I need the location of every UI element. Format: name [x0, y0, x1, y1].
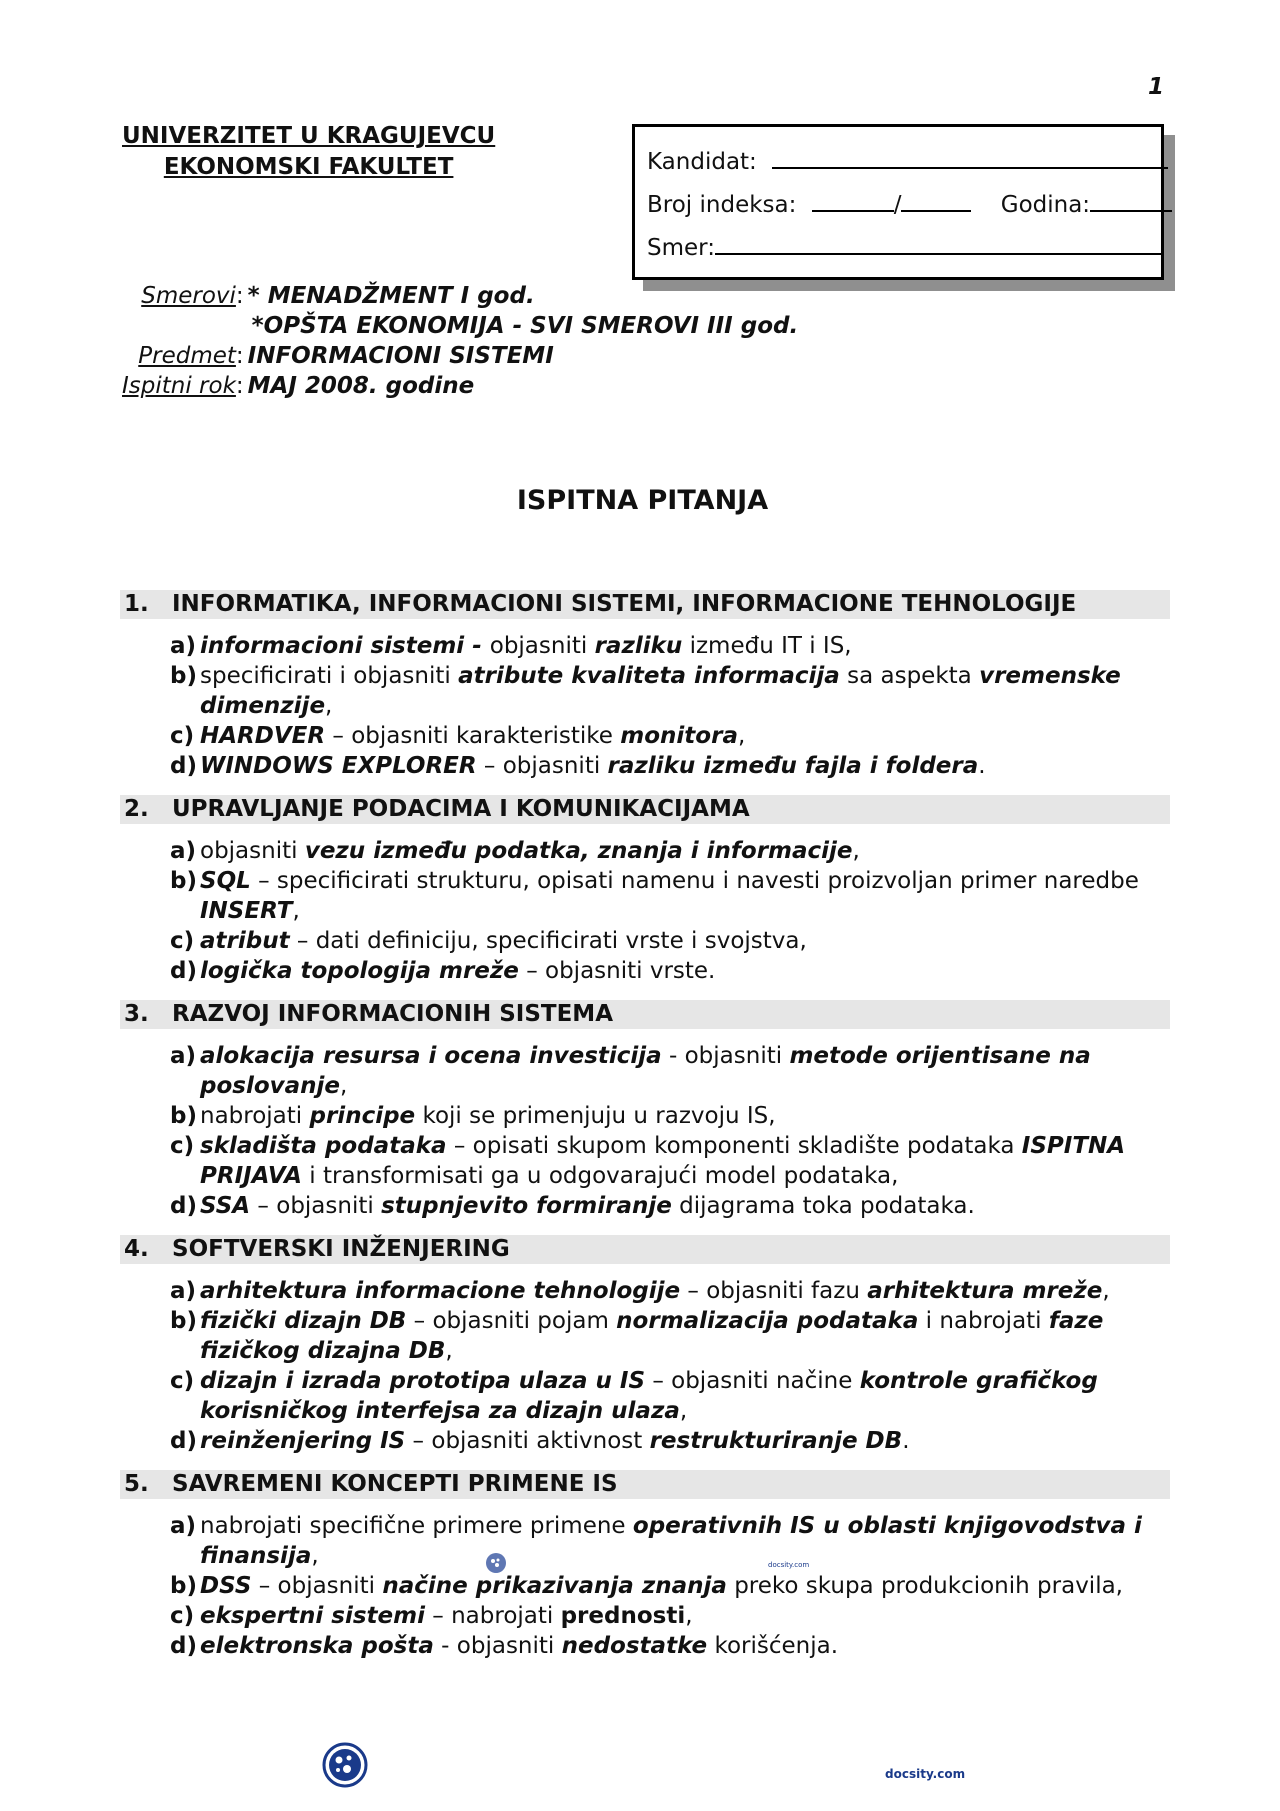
item-text: ,	[325, 693, 333, 719]
item-text: - objasniti	[433, 1633, 562, 1659]
item-letter: c)	[170, 928, 195, 954]
item-letter: c)	[170, 723, 195, 749]
item-text: .	[978, 753, 986, 779]
list-item	[120, 866, 1170, 926]
item-letter: d)	[170, 958, 197, 984]
item-text: ,	[685, 1603, 693, 1629]
item-letter: a)	[170, 838, 197, 864]
item-text: nabrojati specifične primere primene	[200, 1513, 633, 1539]
docsity-logo-icon	[322, 1742, 368, 1788]
docsity-watermark-icon	[484, 1551, 508, 1575]
index-label: Broj indeksa:	[647, 192, 797, 218]
item-letter: b)	[170, 1103, 197, 1129]
item-letter: d)	[170, 1633, 197, 1659]
item-emphasis: ISPITNA PRIJAVA	[200, 1133, 1126, 1189]
item-letter: c)	[170, 1133, 195, 1159]
colon: :	[235, 373, 244, 399]
item-emphasis: stupnjevito formiranje	[381, 1193, 672, 1219]
year-label: Godina:	[1000, 192, 1091, 218]
colon: :	[235, 283, 244, 309]
item-emphasis: INSERT	[200, 898, 293, 924]
page-number: 1	[1148, 74, 1165, 100]
smerovi-label: Smerovi	[141, 283, 236, 309]
item-emphasis: WINDOWS EXPLORER	[200, 753, 477, 779]
item-text: objasniti	[200, 838, 305, 864]
item-letter: b)	[170, 868, 197, 894]
index-separator: /	[893, 192, 902, 218]
item-text: i transformisati ga u odgovarajući model podataka,	[301, 1163, 899, 1189]
item-emphasis: vremenske dimenzije	[200, 663, 1121, 719]
item-emphasis: principe	[309, 1103, 416, 1129]
section-title: SAVREMENI KONCEPTI PRIMENE IS	[172, 1471, 618, 1497]
item-text: – opisati skupom komponenti skladište podataka	[446, 1133, 1022, 1159]
major-line	[647, 233, 1161, 276]
item-letter: d)	[170, 1428, 197, 1454]
item-letter: d)	[170, 1193, 197, 1219]
major-label: Smer:	[647, 235, 715, 261]
predmet-value: INFORMACIONI SISTEMI	[247, 343, 554, 369]
item-text: – objasniti fazu	[680, 1278, 868, 1304]
item-text: između IT i IS,	[682, 633, 852, 659]
section-header	[120, 795, 1170, 824]
section-title: UPRAVLJANJE PODACIMA I KOMUNIKACIJAMA	[172, 796, 750, 822]
list-item	[120, 1101, 1170, 1131]
list-item	[120, 1276, 1170, 1306]
list-item	[120, 631, 1170, 661]
section-title: RAZVOJ INFORMACIONIH SISTEMA	[172, 1001, 613, 1027]
list-item	[120, 1571, 1170, 1601]
item-text: ,	[1102, 1278, 1110, 1304]
section-header	[120, 1235, 1170, 1264]
item-emphasis: ekspertni sistemi	[200, 1603, 425, 1629]
item-letter: a)	[170, 1513, 197, 1539]
item-text: i nabrojati	[918, 1308, 1049, 1334]
item-emphasis: skladišta podataka	[200, 1133, 447, 1159]
list-item	[120, 1191, 1170, 1221]
item-text: ,	[679, 1398, 688, 1424]
item-text: nabrojati	[200, 1103, 310, 1129]
item-text: .	[902, 1428, 910, 1454]
item-text: koji se primenjuju u razvoju IS,	[415, 1103, 776, 1129]
candidate-line	[647, 147, 1161, 190]
item-text: ,	[852, 838, 860, 864]
item-emphasis: vezu između podatka, znanja i informacije	[304, 838, 853, 864]
list-item	[120, 926, 1170, 956]
item-emphasis: alokacija resursa i ocena investicija	[200, 1043, 662, 1069]
list-item	[120, 1041, 1170, 1101]
item-text: – objasniti	[251, 1573, 383, 1599]
item-text: sa aspekta	[839, 663, 980, 689]
question-sections	[120, 590, 1170, 1675]
item-text: – objasniti	[476, 753, 608, 779]
item-emphasis: normalizacija podataka	[616, 1308, 919, 1334]
item-emphasis: dizajn i izrada prototipa ulaza u IS	[200, 1368, 646, 1394]
item-emphasis: prednosti	[560, 1603, 686, 1629]
item-emphasis: faze fizičkog dizajna DB	[200, 1308, 1104, 1364]
item-letter: b)	[170, 1573, 197, 1599]
section-title: SOFTVERSKI INŽENJERING	[172, 1236, 510, 1262]
university-name: UNIVERZITET U KRAGUJEVCU	[122, 123, 496, 149]
predmet-label: Predmet	[138, 343, 236, 369]
item-emphasis: atribut	[200, 928, 290, 954]
item-emphasis: restrukturiranje DB	[649, 1428, 903, 1454]
docsity-watermark: docsity.com	[885, 1767, 966, 1781]
item-emphasis: SSA	[200, 1193, 251, 1219]
item-text: specificirati i objasniti	[200, 663, 459, 689]
major-blank	[715, 233, 1161, 255]
list-item	[120, 836, 1170, 866]
item-letter: c)	[170, 1368, 195, 1394]
item-emphasis: monitora	[620, 723, 738, 749]
section-header	[120, 1000, 1170, 1029]
list-item	[120, 1366, 1170, 1426]
item-text: – objasniti	[250, 1193, 382, 1219]
section-title: INFORMATIKA, INFORMACIONI SISTEMI, INFORMACIONE TEHNOLOGIJE	[172, 591, 1077, 617]
section-header	[120, 590, 1170, 619]
document-title: ISPITNA PITANJA	[516, 485, 769, 516]
section-header	[120, 1470, 1170, 1499]
item-emphasis: reinženjering IS	[200, 1428, 406, 1454]
item-text: korišćenja.	[707, 1633, 839, 1659]
section-number: 2.	[124, 796, 149, 822]
item-emphasis: nedostatke	[561, 1633, 708, 1659]
item-emphasis: razliku	[594, 633, 683, 659]
item-text: – objasniti vrste.	[518, 958, 716, 984]
question-list	[120, 1511, 1170, 1661]
exam-meta	[122, 283, 798, 403]
question-list	[120, 836, 1170, 986]
year-blank	[1090, 190, 1172, 212]
item-letter: a)	[170, 633, 197, 659]
item-text: ,	[445, 1338, 453, 1364]
section-number: 3.	[124, 1001, 149, 1027]
item-text: ,	[292, 898, 300, 924]
question-list	[120, 1276, 1170, 1456]
rok-value: MAJ 2008. godine	[247, 373, 475, 399]
section-number: 5.	[124, 1471, 149, 1497]
item-letter: b)	[170, 663, 197, 689]
item-emphasis: načine prikazivanja znanja	[382, 1573, 727, 1599]
list-item	[120, 1426, 1170, 1456]
item-emphasis: informacioni sistemi -	[200, 633, 490, 659]
item-emphasis: atribute kvaliteta informacija	[458, 663, 840, 689]
item-text: – specificirati strukturu, opisati namenu i navesti proizvoljan primer naredbe	[250, 868, 1139, 894]
index-blank-1	[812, 190, 894, 212]
item-emphasis: arhitektura informacione tehnologije	[200, 1278, 681, 1304]
list-item	[120, 1306, 1170, 1366]
list-item	[120, 661, 1170, 721]
question-list	[120, 1041, 1170, 1221]
item-text: ,	[311, 1543, 319, 1569]
list-item	[120, 721, 1170, 751]
item-emphasis: SQL	[200, 868, 251, 894]
index-line	[647, 190, 1161, 233]
item-text: – nabrojati	[424, 1603, 561, 1629]
item-text: – dati definiciju, specificirati vrste i svojstva,	[289, 928, 807, 954]
smerovi-value-2: *OPŠTA EKONOMIJA - SVI SMEROVI III god.	[251, 313, 799, 339]
item-text: dijagrama toka podataka.	[671, 1193, 975, 1219]
list-item	[120, 1511, 1170, 1571]
item-emphasis: logička topologija mreže	[200, 958, 519, 984]
index-blank-2	[901, 190, 971, 212]
colon: :	[235, 343, 244, 369]
item-emphasis: HARDVER	[200, 723, 326, 749]
item-text: – objasniti karakteristike	[325, 723, 621, 749]
item-text: – objasniti aktivnost	[405, 1428, 650, 1454]
item-text: objasniti	[489, 633, 595, 659]
item-emphasis: metode orijentisane na poslovanje	[200, 1043, 1091, 1099]
item-letter: c)	[170, 1603, 195, 1629]
list-item	[120, 956, 1170, 986]
list-item	[120, 751, 1170, 781]
item-letter: b)	[170, 1308, 197, 1334]
list-item	[120, 1601, 1170, 1631]
item-emphasis: arhitektura mreže	[867, 1278, 1103, 1304]
item-letter: a)	[170, 1278, 197, 1304]
item-text: ,	[737, 723, 746, 749]
docsity-watermark-small: docsity.com	[768, 1561, 810, 1569]
institution-header	[122, 121, 495, 183]
candidate-box	[632, 124, 1164, 280]
item-letter: d)	[170, 753, 197, 779]
item-letter: a)	[170, 1043, 197, 1069]
item-text: preko skupa produkcionih pravila,	[726, 1573, 1123, 1599]
list-item	[120, 1631, 1170, 1661]
item-emphasis: razliku između fajla i foldera	[607, 753, 979, 779]
item-emphasis: DSS	[200, 1573, 252, 1599]
candidate-label: Kandidat:	[647, 149, 757, 175]
section-number: 4.	[124, 1236, 149, 1262]
item-emphasis: fizički dizajn DB	[200, 1308, 407, 1334]
item-text: – objasniti načine	[645, 1368, 860, 1394]
smerovi-value-1: * MENADŽMENT I god.	[247, 283, 535, 309]
list-item	[120, 1131, 1170, 1191]
item-text: ,	[340, 1073, 348, 1099]
section-number: 1.	[124, 591, 149, 617]
rok-label: Ispitni rok	[122, 373, 236, 399]
item-emphasis: elektronska pošta	[200, 1633, 434, 1659]
item-text: – objasniti pojam	[406, 1308, 617, 1334]
candidate-blank	[772, 147, 1168, 169]
item-text: - objasniti	[661, 1043, 790, 1069]
faculty-name: EKONOMSKI FAKULTET	[163, 154, 454, 180]
item-emphasis: kontrole grafičkog korisničkog interfejsa za dizajn ulaza	[200, 1368, 1098, 1424]
question-list	[120, 631, 1170, 781]
item-emphasis: operativnih IS u oblasti knjigovodstva i finansija	[200, 1513, 1142, 1569]
